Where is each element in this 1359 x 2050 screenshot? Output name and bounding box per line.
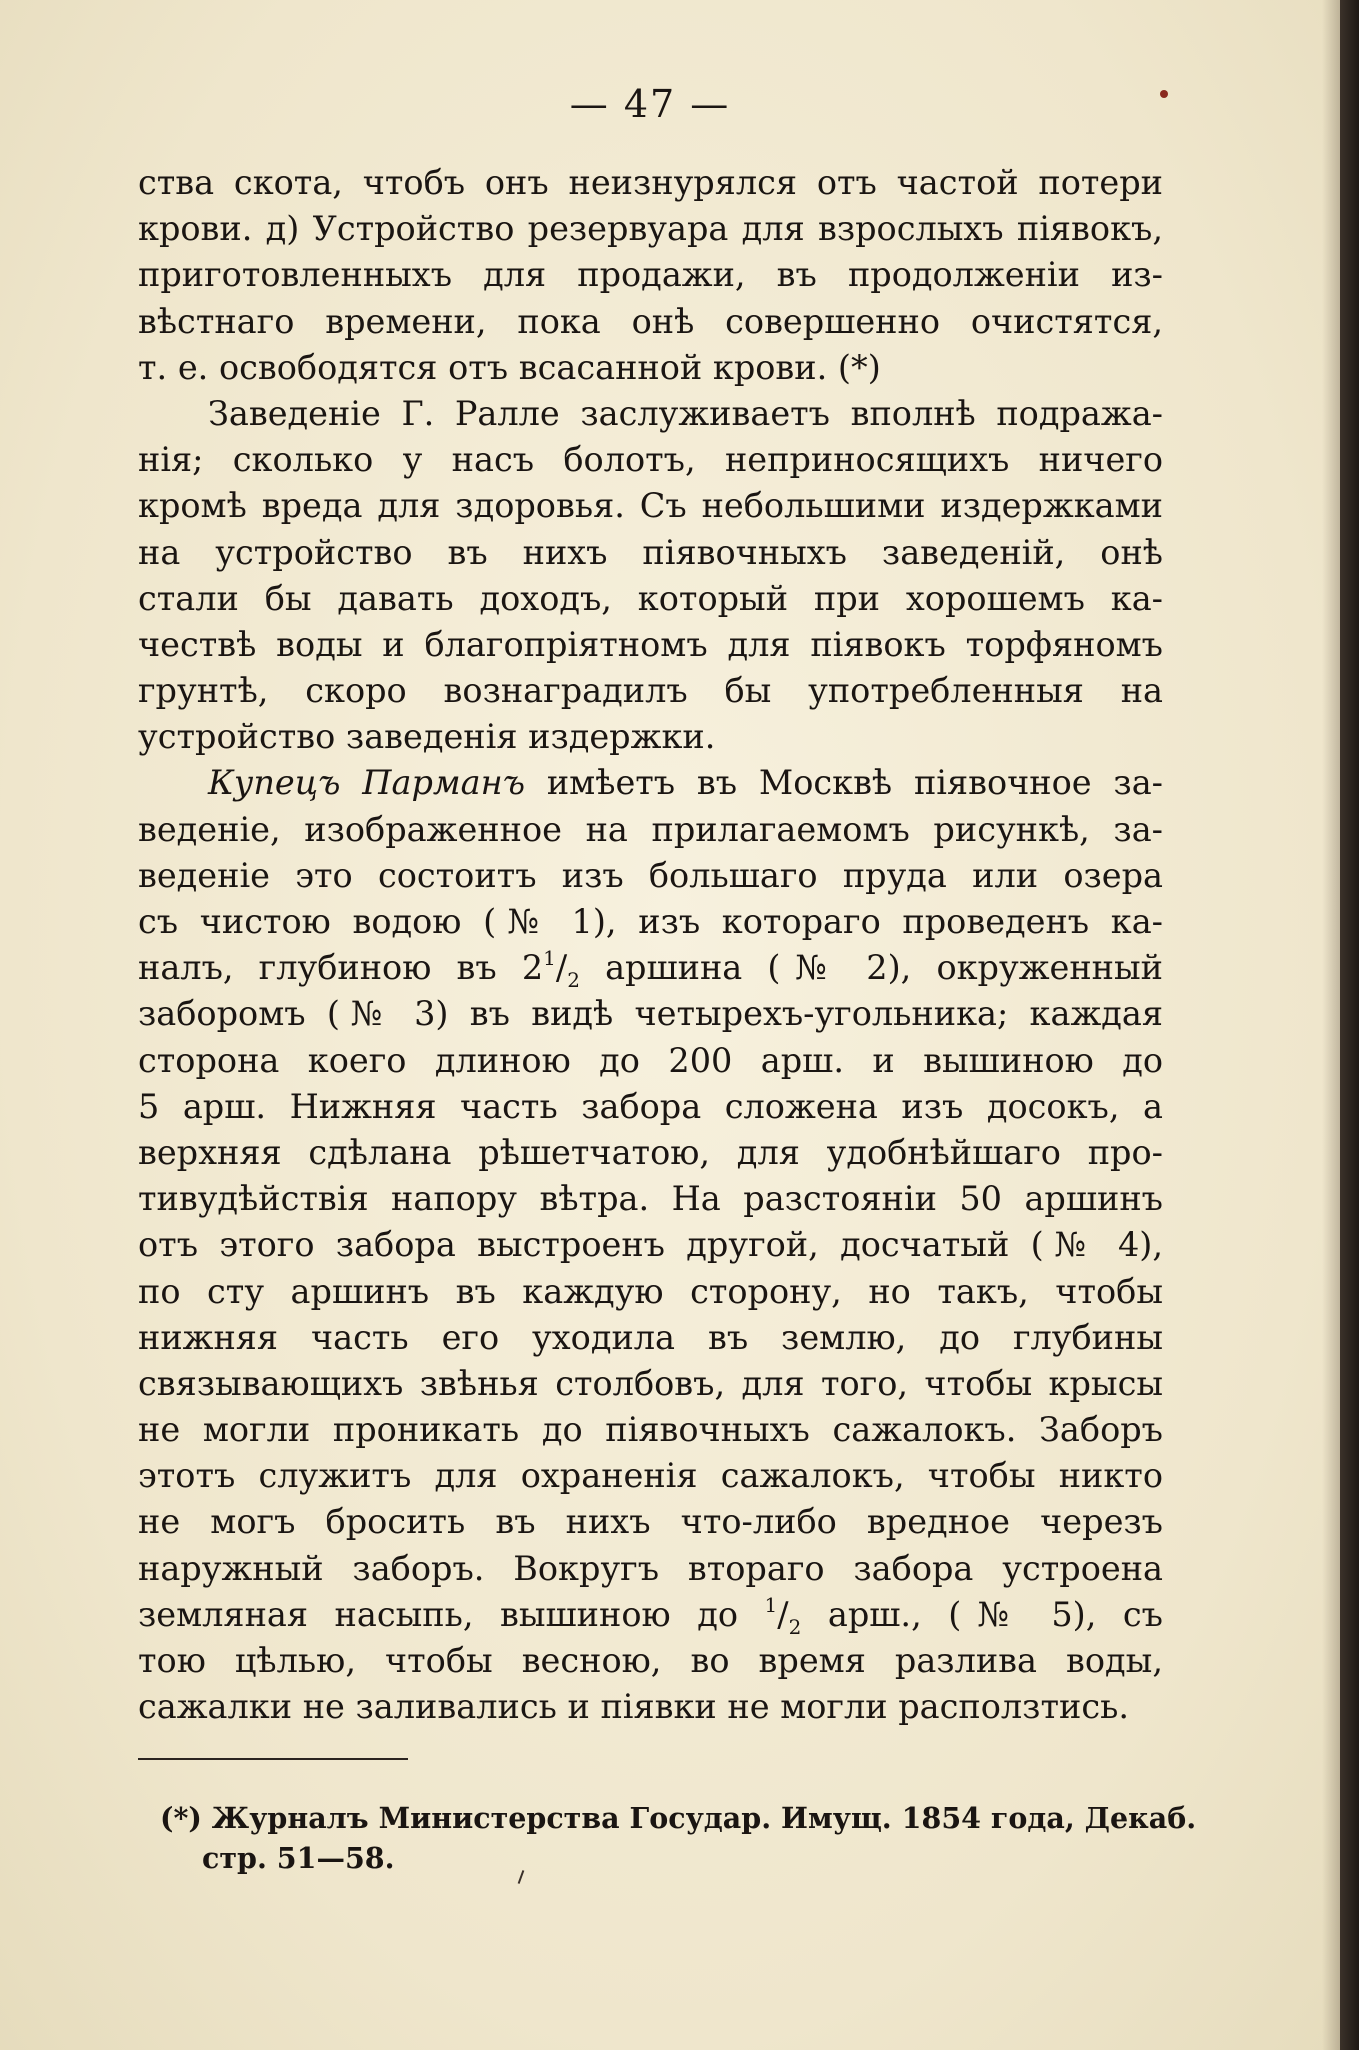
text-line: тою цѣлью, чтобы весною, во время разлива воды,	[138, 1641, 1163, 1680]
text-line: вѣстнаго времени, пока онѣ совершенно очистятся,	[138, 301, 1163, 341]
text-line: отъ этого забора выстроенъ другой, досчатый (№ 4),	[138, 1225, 1163, 1265]
text-line: ства скота, чтобъ онъ неизнурялся отъ частой потери	[138, 163, 1163, 202]
body-text	[138, 160, 1163, 1730]
text-line: налъ, глубиною въ $2^1/_2$ aршина (№ 2), окруженный	[138, 946, 1163, 993]
footnote	[160, 1798, 1197, 1878]
text-line	[138, 760, 1163, 806]
fraction-denominator: 2	[567, 968, 580, 993]
text-line: веденіе, изображенное на прилагаемомъ рисункѣ, за-	[138, 809, 1163, 849]
footnote-line: стр. 51—58.	[202, 1841, 395, 1875]
text-line: по сту аршинъ въ каждую сторону, но такъ, чтобы	[138, 1271, 1163, 1311]
text-line: грунтѣ, скоро вознаградилъ бы употребленныя на	[138, 671, 1163, 711]
footnote-divider	[138, 1758, 408, 1760]
text-line: нія; сколько у насъ болотъ, неприносящихъ ничего	[138, 440, 1163, 480]
footnote-line: (*) Журналъ Министерства Государ. Имущ. 1854 года, Декаб.	[160, 1801, 1197, 1835]
text-run: имѣетъ въ Москвѣ піявочное за-	[546, 763, 1163, 803]
text-line: крови. д) Устройство резервуара для взрослыхъ піявокъ,	[138, 209, 1163, 249]
text-line: земляная насыпь, вышиною до $^1/_2$ арш., (№ 5), съ	[138, 1592, 1163, 1639]
text-line: веденіе это состоитъ изъ большаго пруда или озера	[138, 855, 1163, 895]
text-line: тивудѣйствія напору вѣтра. На разстояніи 50 аршинъ	[138, 1179, 1163, 1219]
fraction-denominator: 2	[788, 1614, 802, 1639]
text-line: съ чистою водою (№ 1), изъ котораго проведенъ ка-	[138, 902, 1163, 941]
page-edge-shadow	[1322, 0, 1340, 2050]
text-line: Заведеніе Г. Ралле заслуживаетъ вполнѣ подража-	[208, 393, 1163, 433]
text-line: заборомъ (№ 3) въ видѣ четырехъ-угольника; каждая	[138, 994, 1163, 1034]
text-line: верхняя сдѣлана рѣшетчатою, для удобнѣйшаго про-	[138, 1132, 1163, 1172]
merchant-name: Купецъ Парманъ	[208, 763, 526, 803]
text-line: сажалки не заливались и піявки не могли расползтись.	[138, 1687, 1129, 1727]
page-number: — 47 —	[569, 82, 731, 126]
fraction-numerator: 1	[543, 946, 556, 971]
text-line: чествѣ воды и благопріятномъ для піявокъ торфяномъ	[138, 624, 1163, 664]
text-run: земляная насыпь, вышиною до	[138, 1594, 765, 1634]
book-spine-edge	[1340, 0, 1359, 2050]
text-line: приготовленныхъ для продажи, въ продолженіи из-	[138, 255, 1163, 295]
text-line: сторона коего длиною до 200 арш. и вышиною до	[138, 1040, 1163, 1080]
text-line: нижняя часть его уходила въ землю, до глубины	[138, 1317, 1163, 1357]
text-line: связывающихъ звѣнья столбовъ, для того, чтобы крысы	[138, 1363, 1163, 1403]
text-line: стали бы давать доходъ, который при хорошемъ ка-	[138, 578, 1163, 618]
fraction-numerator: 1	[764, 1592, 778, 1617]
text-line: не могли проникать до піявочныхъ сажалокъ. Заборъ	[138, 1410, 1163, 1450]
text-run: арш., (№ 5), съ	[827, 1594, 1163, 1634]
text-line: этотъ служитъ для охраненія сажалокъ, чтобы никто	[138, 1456, 1163, 1496]
text-line: наружный заборъ. Вокругъ втораго забора устроена	[138, 1548, 1163, 1588]
text-line: 5 арш. Нижняя часть забора сложена изъ досокъ, а	[138, 1086, 1163, 1126]
text-line: не могъ бросить въ нихъ что-либо вредное черезъ	[138, 1502, 1163, 1542]
text-run: aршина (№ 2), окруженный	[605, 948, 1163, 988]
text-line: т. е. освободятся отъ всасанной крови. (*)	[138, 347, 881, 387]
text-line: устройство заведенія издержки.	[138, 717, 716, 757]
text-run: налъ, глубиною въ 2	[138, 948, 544, 988]
ink-spot	[1160, 90, 1168, 98]
text-line: кромѣ вреда для здоровья. Съ небольшими издержками	[138, 486, 1163, 526]
text-line: на устройство въ нихъ піявочныхъ заведеній, онѣ	[138, 532, 1163, 572]
